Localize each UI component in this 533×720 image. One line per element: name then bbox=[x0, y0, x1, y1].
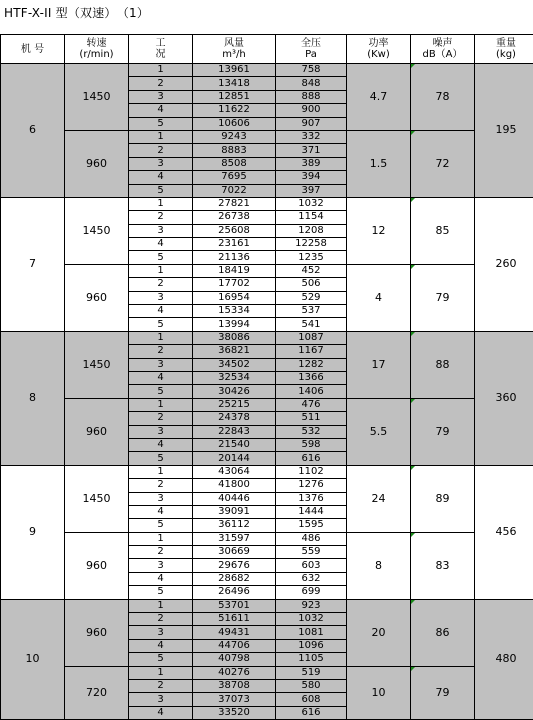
pressure-cell: 394 bbox=[276, 171, 347, 184]
airflow-cell: 20144 bbox=[193, 452, 276, 465]
speed-cell: 1450 bbox=[65, 331, 129, 398]
speed-cell: 720 bbox=[65, 666, 129, 720]
pressure-cell: 900 bbox=[276, 104, 347, 117]
pressure-cell: 1376 bbox=[276, 492, 347, 505]
condition-cell: 2 bbox=[129, 613, 193, 626]
condition-cell: 3 bbox=[129, 693, 193, 706]
noise-cell: 79 bbox=[411, 398, 475, 465]
airflow-cell: 43064 bbox=[193, 465, 276, 478]
model-cell: 9 bbox=[1, 465, 65, 599]
pressure-cell: 397 bbox=[276, 184, 347, 197]
airflow-cell: 40446 bbox=[193, 492, 276, 505]
weight-cell: 260 bbox=[475, 197, 533, 331]
airflow-cell: 30426 bbox=[193, 385, 276, 398]
noise-cell: 79 bbox=[411, 264, 475, 331]
condition-cell: 3 bbox=[129, 492, 193, 505]
airflow-cell: 37073 bbox=[193, 693, 276, 706]
airflow-cell: 7022 bbox=[193, 184, 276, 197]
pressure-cell: 1282 bbox=[276, 358, 347, 371]
airflow-cell: 30669 bbox=[193, 546, 276, 559]
airflow-cell: 25608 bbox=[193, 224, 276, 237]
speed-cell: 960 bbox=[65, 398, 129, 465]
airflow-cell: 39091 bbox=[193, 505, 276, 518]
airflow-cell: 15334 bbox=[193, 305, 276, 318]
condition-cell: 3 bbox=[129, 157, 193, 170]
airflow-cell: 27821 bbox=[193, 197, 276, 210]
condition-cell: 1 bbox=[129, 666, 193, 679]
condition-cell: 2 bbox=[129, 144, 193, 157]
pressure-cell: 1406 bbox=[276, 385, 347, 398]
airflow-cell: 17702 bbox=[193, 278, 276, 291]
condition-cell: 1 bbox=[129, 331, 193, 344]
airflow-cell: 38086 bbox=[193, 331, 276, 344]
condition-cell: 3 bbox=[129, 291, 193, 304]
airflow-cell: 40798 bbox=[193, 653, 276, 666]
airflow-cell: 29676 bbox=[193, 559, 276, 572]
condition-cell: 2 bbox=[129, 679, 193, 692]
airflow-cell: 9243 bbox=[193, 130, 276, 143]
power-cell: 1.5 bbox=[347, 130, 411, 197]
condition-cell: 5 bbox=[129, 117, 193, 130]
pressure-cell: 452 bbox=[276, 264, 347, 277]
airflow-cell: 36821 bbox=[193, 345, 276, 358]
airflow-cell: 21540 bbox=[193, 438, 276, 451]
condition-cell: 2 bbox=[129, 479, 193, 492]
weight-cell: 360 bbox=[475, 331, 533, 465]
page-title: HTF-X-II 型（双速） （1） bbox=[4, 6, 150, 20]
pressure-cell: 907 bbox=[276, 117, 347, 130]
header-noise: 噪声 dB（A） bbox=[411, 35, 475, 64]
table-row bbox=[1, 264, 533, 277]
header-speed: 转速 (r/min) bbox=[65, 35, 129, 64]
table-header bbox=[1, 35, 533, 64]
airflow-cell: 51611 bbox=[193, 613, 276, 626]
pressure-cell: 1167 bbox=[276, 345, 347, 358]
condition-cell: 4 bbox=[129, 505, 193, 518]
condition-cell: 3 bbox=[129, 626, 193, 639]
table-body bbox=[1, 64, 533, 720]
airflow-cell: 32534 bbox=[193, 371, 276, 384]
airflow-cell: 8508 bbox=[193, 157, 276, 170]
pressure-cell: 519 bbox=[276, 666, 347, 679]
pressure-cell: 608 bbox=[276, 693, 347, 706]
header-condition: 工 况 bbox=[129, 35, 193, 64]
condition-cell: 3 bbox=[129, 90, 193, 103]
condition-cell: 4 bbox=[129, 639, 193, 652]
table-row bbox=[1, 532, 533, 545]
table-row bbox=[1, 64, 533, 77]
power-cell: 17 bbox=[347, 331, 411, 398]
condition-cell: 4 bbox=[129, 572, 193, 585]
speed-cell: 1450 bbox=[65, 197, 129, 264]
condition-cell: 1 bbox=[129, 64, 193, 77]
pressure-cell: 1208 bbox=[276, 224, 347, 237]
header-airflow: 风量 m³/h bbox=[193, 35, 276, 64]
condition-cell: 2 bbox=[129, 412, 193, 425]
weight-cell: 456 bbox=[475, 465, 533, 599]
pressure-cell: 1081 bbox=[276, 626, 347, 639]
condition-cell: 1 bbox=[129, 465, 193, 478]
pressure-cell: 541 bbox=[276, 318, 347, 331]
condition-cell: 5 bbox=[129, 184, 193, 197]
airflow-cell: 26496 bbox=[193, 586, 276, 599]
condition-cell: 5 bbox=[129, 251, 193, 264]
noise-cell: 78 bbox=[411, 64, 475, 131]
pressure-cell: 1276 bbox=[276, 479, 347, 492]
airflow-cell: 28682 bbox=[193, 572, 276, 585]
airflow-cell: 26738 bbox=[193, 211, 276, 224]
pressure-cell: 511 bbox=[276, 412, 347, 425]
model-cell: 6 bbox=[1, 64, 65, 198]
condition-cell: 1 bbox=[129, 197, 193, 210]
pressure-cell: 1102 bbox=[276, 465, 347, 478]
airflow-cell: 8883 bbox=[193, 144, 276, 157]
pressure-cell: 632 bbox=[276, 572, 347, 585]
airflow-cell: 16954 bbox=[193, 291, 276, 304]
table-row bbox=[1, 465, 533, 478]
airflow-cell: 31597 bbox=[193, 532, 276, 545]
airflow-cell: 13961 bbox=[193, 64, 276, 77]
power-cell: 24 bbox=[347, 465, 411, 532]
airflow-cell: 44706 bbox=[193, 639, 276, 652]
airflow-cell: 33520 bbox=[193, 706, 276, 719]
pressure-cell: 888 bbox=[276, 90, 347, 103]
airflow-cell: 7695 bbox=[193, 171, 276, 184]
airflow-cell: 41800 bbox=[193, 479, 276, 492]
airflow-cell: 11622 bbox=[193, 104, 276, 117]
condition-cell: 3 bbox=[129, 358, 193, 371]
condition-cell: 5 bbox=[129, 318, 193, 331]
pressure-cell: 1096 bbox=[276, 639, 347, 652]
weight-cell: 480 bbox=[475, 599, 533, 720]
pressure-cell: 332 bbox=[276, 130, 347, 143]
pressure-cell: 1444 bbox=[276, 505, 347, 518]
speed-cell: 960 bbox=[65, 264, 129, 331]
table-row bbox=[1, 599, 533, 612]
condition-cell: 2 bbox=[129, 345, 193, 358]
condition-cell: 1 bbox=[129, 398, 193, 411]
power-cell: 10 bbox=[347, 666, 411, 720]
noise-cell: 89 bbox=[411, 465, 475, 532]
airflow-cell: 38708 bbox=[193, 679, 276, 692]
table-row bbox=[1, 197, 533, 210]
noise-cell: 72 bbox=[411, 130, 475, 197]
condition-cell: 5 bbox=[129, 385, 193, 398]
table-row bbox=[1, 331, 533, 344]
airflow-cell: 23161 bbox=[193, 238, 276, 251]
noise-cell: 88 bbox=[411, 331, 475, 398]
airflow-cell: 12851 bbox=[193, 90, 276, 103]
condition-cell: 4 bbox=[129, 305, 193, 318]
speed-cell: 960 bbox=[65, 532, 129, 599]
pressure-cell: 616 bbox=[276, 706, 347, 719]
pressure-cell: 923 bbox=[276, 599, 347, 612]
airflow-cell: 18419 bbox=[193, 264, 276, 277]
speed-cell: 1450 bbox=[65, 465, 129, 532]
condition-cell: 4 bbox=[129, 371, 193, 384]
condition-cell: 5 bbox=[129, 452, 193, 465]
table-row bbox=[1, 130, 533, 143]
pressure-cell: 1366 bbox=[276, 371, 347, 384]
pressure-cell: 1154 bbox=[276, 211, 347, 224]
header-power: 功率 (Kw) bbox=[347, 35, 411, 64]
airflow-cell: 25215 bbox=[193, 398, 276, 411]
pressure-cell: 506 bbox=[276, 278, 347, 291]
airflow-cell: 40276 bbox=[193, 666, 276, 679]
speed-cell: 960 bbox=[65, 130, 129, 197]
condition-cell: 1 bbox=[129, 130, 193, 143]
pressure-cell: 12258 bbox=[276, 238, 347, 251]
condition-cell: 2 bbox=[129, 77, 193, 90]
condition-cell: 4 bbox=[129, 171, 193, 184]
speed-cell: 960 bbox=[65, 599, 129, 666]
pressure-cell: 848 bbox=[276, 77, 347, 90]
model-cell: 7 bbox=[1, 197, 65, 331]
airflow-cell: 53701 bbox=[193, 599, 276, 612]
condition-cell: 5 bbox=[129, 653, 193, 666]
power-cell: 4.7 bbox=[347, 64, 411, 131]
airflow-cell: 49431 bbox=[193, 626, 276, 639]
noise-cell: 79 bbox=[411, 666, 475, 720]
pressure-cell: 389 bbox=[276, 157, 347, 170]
airflow-cell: 21136 bbox=[193, 251, 276, 264]
pressure-cell: 580 bbox=[276, 679, 347, 692]
power-cell: 8 bbox=[347, 532, 411, 599]
pressure-cell: 1032 bbox=[276, 197, 347, 210]
power-cell: 4 bbox=[347, 264, 411, 331]
condition-cell: 5 bbox=[129, 519, 193, 532]
weight-cell: 195 bbox=[475, 64, 533, 198]
airflow-cell: 34502 bbox=[193, 358, 276, 371]
power-cell: 12 bbox=[347, 197, 411, 264]
pressure-cell: 537 bbox=[276, 305, 347, 318]
condition-cell: 5 bbox=[129, 586, 193, 599]
pressure-cell: 603 bbox=[276, 559, 347, 572]
condition-cell: 1 bbox=[129, 599, 193, 612]
pressure-cell: 532 bbox=[276, 425, 347, 438]
header-weight: 重量 (kg) bbox=[475, 35, 533, 64]
pressure-cell: 1595 bbox=[276, 519, 347, 532]
model-cell: 8 bbox=[1, 331, 65, 465]
pressure-cell: 598 bbox=[276, 438, 347, 451]
table-row bbox=[1, 666, 533, 679]
condition-cell: 4 bbox=[129, 706, 193, 719]
condition-cell: 2 bbox=[129, 546, 193, 559]
pressure-cell: 1235 bbox=[276, 251, 347, 264]
pressure-cell: 486 bbox=[276, 532, 347, 545]
airflow-cell: 13994 bbox=[193, 318, 276, 331]
table-row bbox=[1, 398, 533, 411]
noise-cell: 86 bbox=[411, 599, 475, 666]
pressure-cell: 1032 bbox=[276, 613, 347, 626]
pressure-cell: 758 bbox=[276, 64, 347, 77]
condition-cell: 1 bbox=[129, 532, 193, 545]
airflow-cell: 13418 bbox=[193, 77, 276, 90]
condition-cell: 4 bbox=[129, 104, 193, 117]
power-cell: 20 bbox=[347, 599, 411, 666]
condition-cell: 3 bbox=[129, 425, 193, 438]
condition-cell: 3 bbox=[129, 224, 193, 237]
pressure-cell: 559 bbox=[276, 546, 347, 559]
power-cell: 5.5 bbox=[347, 398, 411, 465]
condition-cell: 2 bbox=[129, 211, 193, 224]
pressure-cell: 371 bbox=[276, 144, 347, 157]
model-cell: 10 bbox=[1, 599, 65, 720]
noise-cell: 83 bbox=[411, 532, 475, 599]
airflow-cell: 36112 bbox=[193, 519, 276, 532]
airflow-cell: 10606 bbox=[193, 117, 276, 130]
pressure-cell: 616 bbox=[276, 452, 347, 465]
fan-spec-table bbox=[0, 34, 533, 720]
header-pressure: 全压 Pa bbox=[276, 35, 347, 64]
condition-cell: 4 bbox=[129, 238, 193, 251]
pressure-cell: 1105 bbox=[276, 653, 347, 666]
noise-cell: 85 bbox=[411, 197, 475, 264]
pressure-cell: 1087 bbox=[276, 331, 347, 344]
pressure-cell: 529 bbox=[276, 291, 347, 304]
airflow-cell: 24378 bbox=[193, 412, 276, 425]
condition-cell: 1 bbox=[129, 264, 193, 277]
header-model: 机 号 bbox=[1, 35, 65, 64]
condition-cell: 3 bbox=[129, 559, 193, 572]
pressure-cell: 699 bbox=[276, 586, 347, 599]
pressure-cell: 476 bbox=[276, 398, 347, 411]
condition-cell: 2 bbox=[129, 278, 193, 291]
condition-cell: 4 bbox=[129, 438, 193, 451]
speed-cell: 1450 bbox=[65, 64, 129, 131]
airflow-cell: 22843 bbox=[193, 425, 276, 438]
